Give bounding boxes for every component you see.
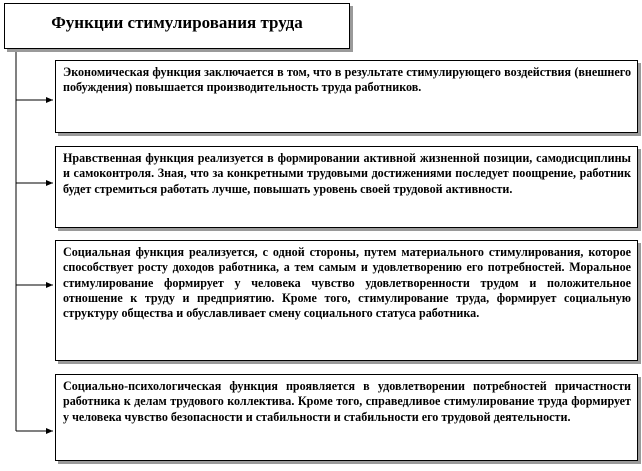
moral-function-box bbox=[55, 146, 638, 228]
moral-function-text: Нравственная функция реализуется в формировании активной жизненной позиции, самодисциплины и самоконтроля. Зная, что за конкретными трудовыми достижениями последует поощрение, работник будет стремиться работать лучше, повышать уровень своей трудовой активности. bbox=[63, 151, 631, 196]
socio-psychological-function-box bbox=[55, 374, 638, 461]
diagram-title-box bbox=[4, 3, 350, 49]
economic-function-text: Экономическая функция заключается в том, что в результате стимулирующего воздействия (внешнего побуждения) повышается производительность труда работников. bbox=[63, 65, 631, 95]
social-function-box bbox=[55, 240, 638, 361]
social-function-text: Социальная функция реализуется, с одной стороны, путем материального стимулирования, которое способствует росту доходов работника, а тем самым и удовлетворению его потребностей. Моральное стимулирование формирует у человека чувство удовлетворенности трудом и положительное отношение к труду и предприятию. Кроме того, стимулирование труда, формирует социальную структуру общества и обуславливает смену социального статуса работника. bbox=[63, 245, 631, 321]
diagram-title: Функции стимулирования труда bbox=[51, 13, 303, 32]
economic-function-box bbox=[55, 60, 638, 133]
socio-psychological-function-text: Социально-психологическая функция проявляется в удовлетворении потребностей причастности работника к делам трудового коллектива. Кроме того, справедливое стимулирование труда формирует у человека чувство безопасности и стабильности и стабильности его трудовой деятельности. bbox=[63, 379, 631, 424]
